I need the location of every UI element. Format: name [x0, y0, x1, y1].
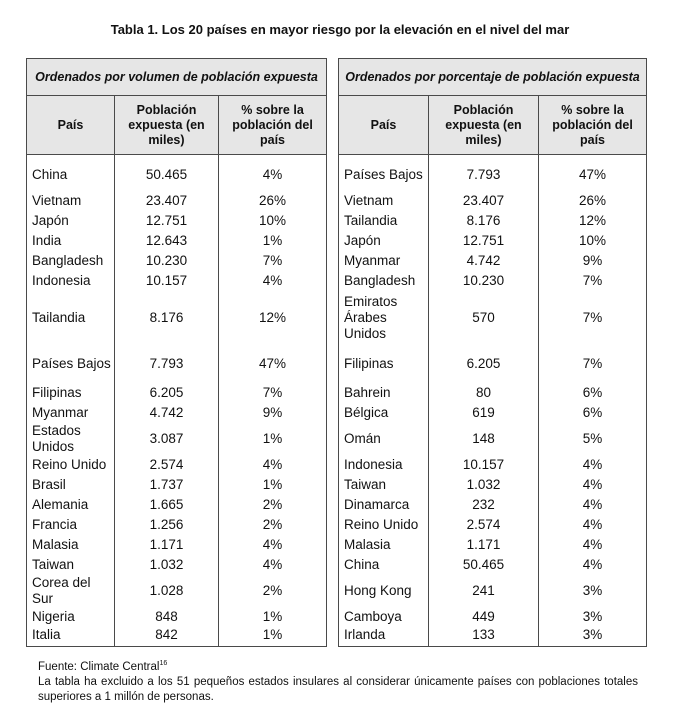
population-cell: 4.742 [115, 403, 219, 423]
table-row [339, 191, 647, 211]
population-cell: 148 [429, 423, 539, 455]
column-header-country: País [339, 96, 429, 155]
table-notes [38, 656, 638, 705]
percent-cell: 4% [219, 271, 327, 291]
country-cell: Bélgica [339, 403, 429, 423]
table-row [27, 515, 327, 535]
population-cell: 8.176 [115, 291, 219, 345]
population-cell: 10.230 [115, 251, 219, 271]
country-cell: Bangladesh [27, 251, 115, 271]
country-cell: Bahrein [339, 383, 429, 403]
table-row [27, 191, 327, 211]
table-row [27, 345, 327, 383]
percent-cell: 9% [539, 251, 647, 271]
population-cell: 133 [429, 627, 539, 647]
country-cell: Taiwan [27, 555, 115, 575]
percent-cell: 1% [219, 627, 327, 647]
table-row [339, 475, 647, 495]
population-cell: 241 [429, 575, 539, 607]
country-cell: Omán [339, 423, 429, 455]
population-cell: 1.032 [429, 475, 539, 495]
table-row [27, 475, 327, 495]
population-cell: 449 [429, 607, 539, 627]
population-cell: 848 [115, 607, 219, 627]
country-cell: Japón [27, 211, 115, 231]
country-cell: Corea del Sur [27, 575, 115, 607]
table-row [339, 211, 647, 231]
population-cell: 12.751 [429, 231, 539, 251]
table-row [339, 271, 647, 291]
table-row [27, 271, 327, 291]
population-cell: 3.087 [115, 423, 219, 455]
percent-cell: 47% [539, 155, 647, 191]
table-row [339, 575, 647, 607]
table-row [27, 231, 327, 251]
country-cell: Dinamarca [339, 495, 429, 515]
country-cell: Irlanda [339, 627, 429, 647]
percent-cell: 3% [539, 575, 647, 607]
percent-cell: 4% [219, 555, 327, 575]
table-row [339, 251, 647, 271]
population-cell: 4.742 [429, 251, 539, 271]
country-cell: Países Bajos [27, 345, 115, 383]
population-cell: 7.793 [115, 345, 219, 383]
percent-cell: 3% [539, 607, 647, 627]
percent-cell: 4% [539, 515, 647, 535]
country-cell: Bangladesh [339, 271, 429, 291]
population-cell: 6.205 [115, 383, 219, 403]
table-by-population-volume [26, 58, 327, 647]
table-row [27, 555, 327, 575]
country-cell: Estados Unidos [27, 423, 115, 455]
column-header-population: Población expuesta (en miles) [115, 96, 219, 155]
percent-cell: 4% [539, 535, 647, 555]
country-cell: Emiratos Árabes Unidos [339, 291, 429, 345]
table-caption: Ordenados por volumen de población expuesta [27, 59, 327, 96]
percent-cell: 3% [539, 627, 647, 647]
percent-cell: 4% [219, 535, 327, 555]
population-cell: 12.643 [115, 231, 219, 251]
column-header-country: País [27, 96, 115, 155]
country-cell: Reino Unido [27, 455, 115, 475]
table-row [339, 345, 647, 383]
table-row [27, 403, 327, 423]
table-row [27, 495, 327, 515]
table-row [339, 155, 647, 191]
country-cell: Malasia [339, 535, 429, 555]
percent-cell: 26% [539, 191, 647, 211]
population-cell: 80 [429, 383, 539, 403]
percent-cell: 4% [539, 475, 647, 495]
table-row [339, 627, 647, 647]
percent-cell: 1% [219, 475, 327, 495]
table-row [27, 423, 327, 455]
table-row [339, 423, 647, 455]
percent-cell: 12% [219, 291, 327, 345]
country-cell: Filipinas [27, 383, 115, 403]
population-cell: 232 [429, 495, 539, 515]
table-row [27, 535, 327, 555]
country-cell: Brasil [27, 475, 115, 495]
table-row [27, 575, 327, 607]
table-row [27, 291, 327, 345]
population-cell: 23.407 [115, 191, 219, 211]
column-header-percent: % sobre la población del país [219, 96, 327, 155]
population-cell: 8.176 [429, 211, 539, 231]
percent-cell: 7% [539, 345, 647, 383]
table-row [27, 211, 327, 231]
country-cell: Alemania [27, 495, 115, 515]
percent-cell: 2% [219, 495, 327, 515]
population-cell: 6.205 [429, 345, 539, 383]
table-row [339, 555, 647, 575]
country-cell: Vietnam [27, 191, 115, 211]
country-cell: India [27, 231, 115, 251]
table-row [27, 383, 327, 403]
percent-cell: 7% [219, 251, 327, 271]
population-cell: 1.737 [115, 475, 219, 495]
country-cell: Nigeria [27, 607, 115, 627]
population-cell: 619 [429, 403, 539, 423]
percent-cell: 4% [219, 155, 327, 191]
table-row [339, 495, 647, 515]
population-cell: 1.256 [115, 515, 219, 535]
population-cell: 10.157 [115, 271, 219, 291]
country-cell: Myanmar [27, 403, 115, 423]
country-cell: Filipinas [339, 345, 429, 383]
population-cell: 50.465 [429, 555, 539, 575]
percent-cell: 4% [219, 455, 327, 475]
table-row [339, 231, 647, 251]
table-body [27, 155, 327, 647]
country-cell: China [339, 555, 429, 575]
table-row [27, 155, 327, 191]
population-cell: 1.028 [115, 575, 219, 607]
percent-cell: 47% [219, 345, 327, 383]
table-row [339, 535, 647, 555]
percent-cell: 1% [219, 423, 327, 455]
percent-cell: 10% [539, 231, 647, 251]
table-row [339, 403, 647, 423]
country-cell: Tailandia [27, 291, 115, 345]
population-cell: 1.171 [429, 535, 539, 555]
footnote-marker: 16 [159, 660, 168, 667]
table-by-population-percent [338, 58, 647, 647]
column-header-population: Población expuesta (en miles) [429, 96, 539, 155]
population-cell: 23.407 [429, 191, 539, 211]
population-cell: 1.665 [115, 495, 219, 515]
table-row [339, 607, 647, 627]
country-cell: Camboya [339, 607, 429, 627]
percent-cell: 6% [539, 383, 647, 403]
source-line [38, 656, 638, 675]
table-body [339, 155, 647, 647]
percent-cell: 4% [539, 495, 647, 515]
table-row [339, 515, 647, 535]
table-row [339, 455, 647, 475]
table-row [27, 455, 327, 475]
country-cell: Tailandia [339, 211, 429, 231]
country-cell: Italia [27, 627, 115, 647]
table-row [339, 291, 647, 345]
percent-cell: 9% [219, 403, 327, 423]
country-cell: Indonesia [27, 271, 115, 291]
population-cell: 1.171 [115, 535, 219, 555]
percent-cell: 10% [219, 211, 327, 231]
country-cell: Países Bajos [339, 155, 429, 191]
country-cell: Malasia [27, 535, 115, 555]
table-title: Tabla 1. Los 20 países en mayor riesgo por la elevación en el nivel del mar [110, 22, 570, 37]
population-cell: 570 [429, 291, 539, 345]
population-cell: 1.032 [115, 555, 219, 575]
percent-cell: 2% [219, 515, 327, 535]
table-row [27, 627, 327, 647]
country-cell: Reino Unido [339, 515, 429, 535]
country-cell: Vietnam [339, 191, 429, 211]
country-cell: Hong Kong [339, 575, 429, 607]
percent-cell: 6% [539, 403, 647, 423]
percent-cell: 5% [539, 423, 647, 455]
percent-cell: 1% [219, 607, 327, 627]
percent-cell: 4% [539, 455, 647, 475]
country-cell: China [27, 155, 115, 191]
population-cell: 2.574 [429, 515, 539, 535]
population-cell: 12.751 [115, 211, 219, 231]
exclusion-note: La tabla ha excluido a los 51 pequeños estados insulares al considerar únicamente países con poblaciones totales superiores a 1 millón de personas. [38, 675, 638, 703]
country-cell: Japón [339, 231, 429, 251]
population-cell: 7.793 [429, 155, 539, 191]
percent-cell: 12% [539, 211, 647, 231]
population-cell: 842 [115, 627, 219, 647]
percent-cell: 2% [219, 575, 327, 607]
population-cell: 10.157 [429, 455, 539, 475]
percent-cell: 7% [219, 383, 327, 403]
percent-cell: 7% [539, 291, 647, 345]
percent-cell: 4% [539, 555, 647, 575]
population-cell: 50.465 [115, 155, 219, 191]
table-row [27, 251, 327, 271]
column-header-percent: % sobre la población del país [539, 96, 647, 155]
country-cell: Taiwan [339, 475, 429, 495]
table-caption: Ordenados por porcentaje de población expuesta [339, 59, 647, 96]
country-cell: Francia [27, 515, 115, 535]
percent-cell: 7% [539, 271, 647, 291]
source-text: Fuente: Climate Central [38, 660, 160, 673]
percent-cell: 1% [219, 231, 327, 251]
population-cell: 2.574 [115, 455, 219, 475]
table-row [339, 383, 647, 403]
country-cell: Myanmar [339, 251, 429, 271]
percent-cell: 26% [219, 191, 327, 211]
country-cell: Indonesia [339, 455, 429, 475]
table-row [27, 607, 327, 627]
population-cell: 10.230 [429, 271, 539, 291]
